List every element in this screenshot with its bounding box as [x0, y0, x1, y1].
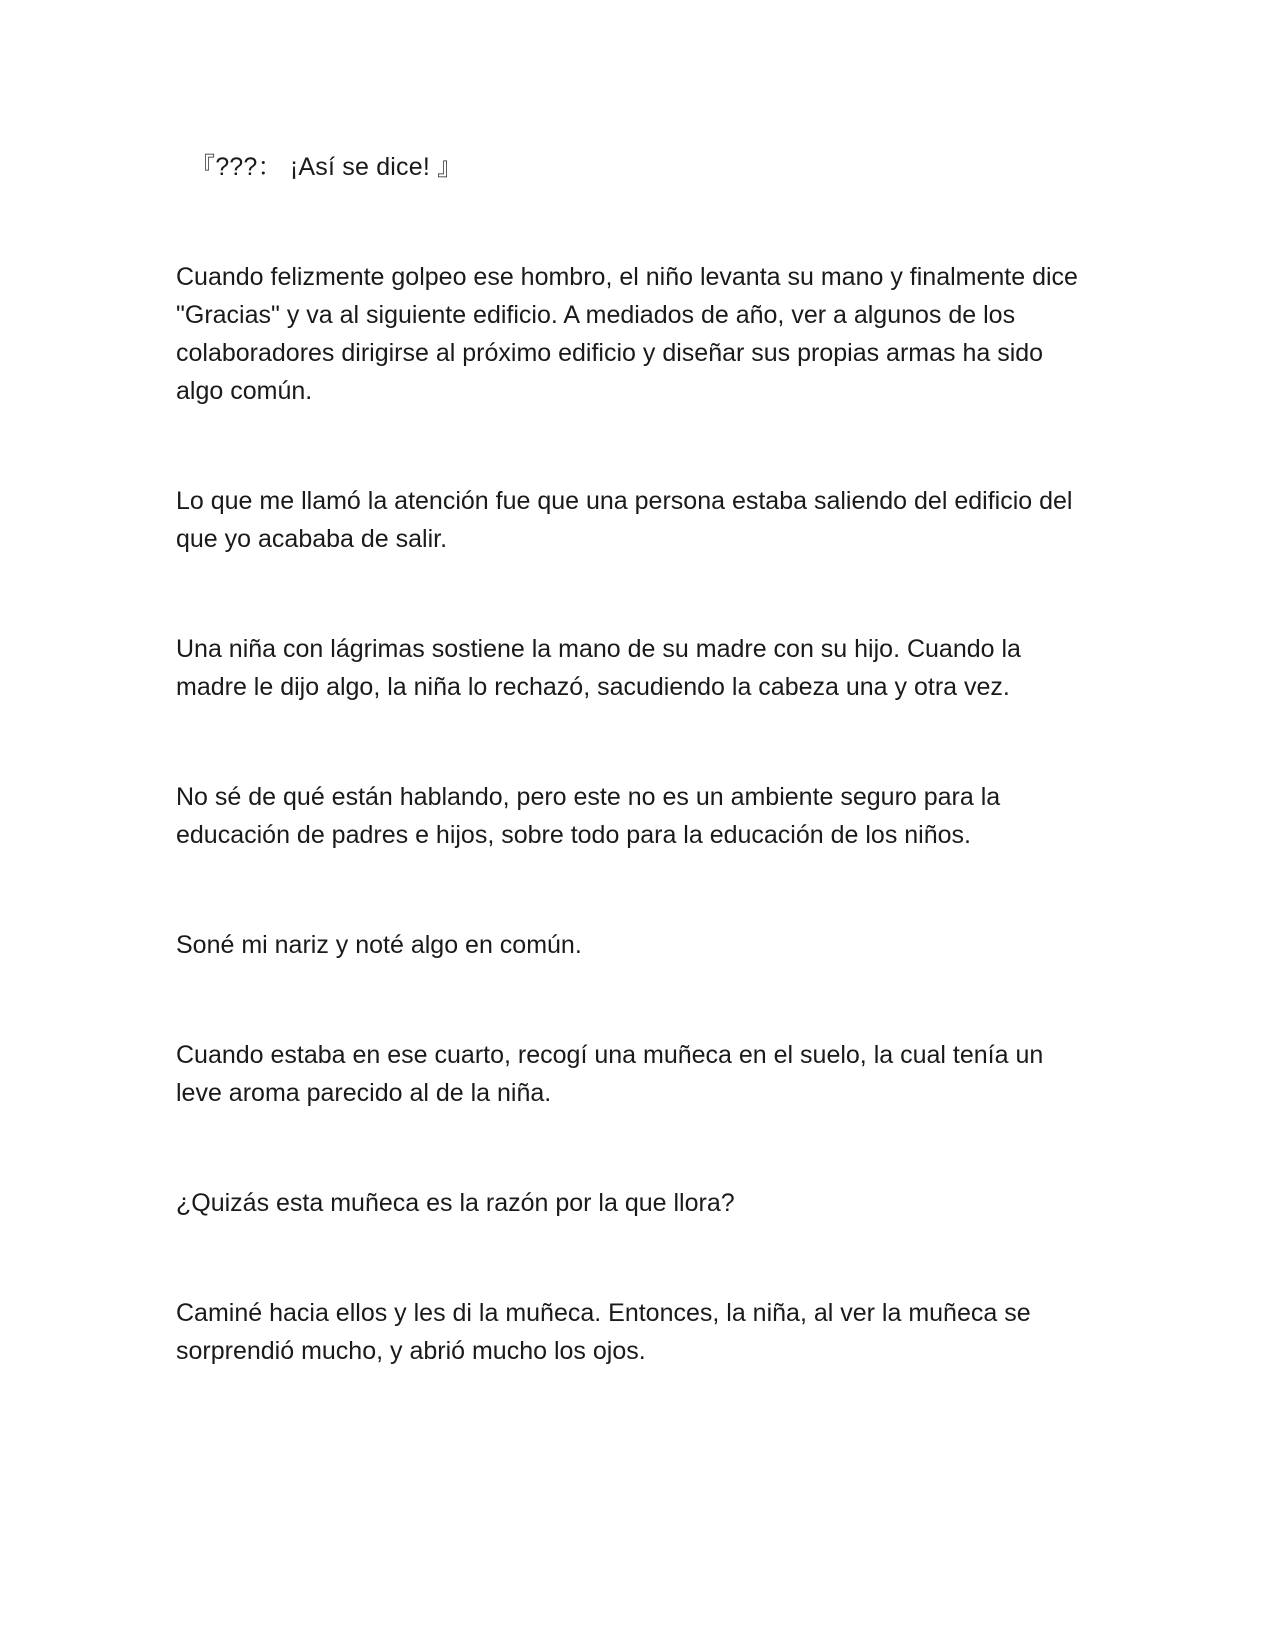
paragraph-4: No sé de qué están hablando, pero este no es un ambiente seguro para la educación de padres e hijos, sobre todo para la educación de los niños.	[176, 783, 1001, 849]
paragraph-6: Cuando estaba en ese cuarto, recogí una muñeca en el suelo, la cual tenía un leve aroma parecido al de la niña.	[176, 1041, 1044, 1107]
paragraph-3: Una niña con lágrimas sostiene la mano de su madre con su hijo. Cuando la madre le dijo algo, la niña lo rechazó, sacudiendo la cabeza una y otra vez.	[176, 635, 1021, 701]
paragraph-2: Lo que me llamó la atención fue que una persona estaba saliendo del edificio del que yo acababa de salir.	[176, 487, 1073, 553]
paragraph-5: Soné mi nariz y noté algo en común.	[176, 931, 582, 959]
document-title: 『???： ¡Así se dice! 』	[190, 153, 463, 181]
paragraph-8: Caminé hacia ellos y les di la muñeca. Entonces, la niña, al ver la muñeca se sorprendió mucho, y abrió mucho los ojos.	[176, 1299, 1031, 1365]
paragraph-7: ¿Quizás esta muñeca es la razón por la que llora?	[176, 1189, 735, 1217]
document-body	[176, 148, 1091, 1370]
paragraph-1: Cuando felizmente golpeo ese hombro, el niño levanta su mano y finalmente dice "Gracias" y va al siguiente edificio. A mediados de año, ver a algunos de los colaboradores dirigirse al próximo edificio y diseñar sus propias armas ha sido algo común.	[176, 263, 1078, 405]
